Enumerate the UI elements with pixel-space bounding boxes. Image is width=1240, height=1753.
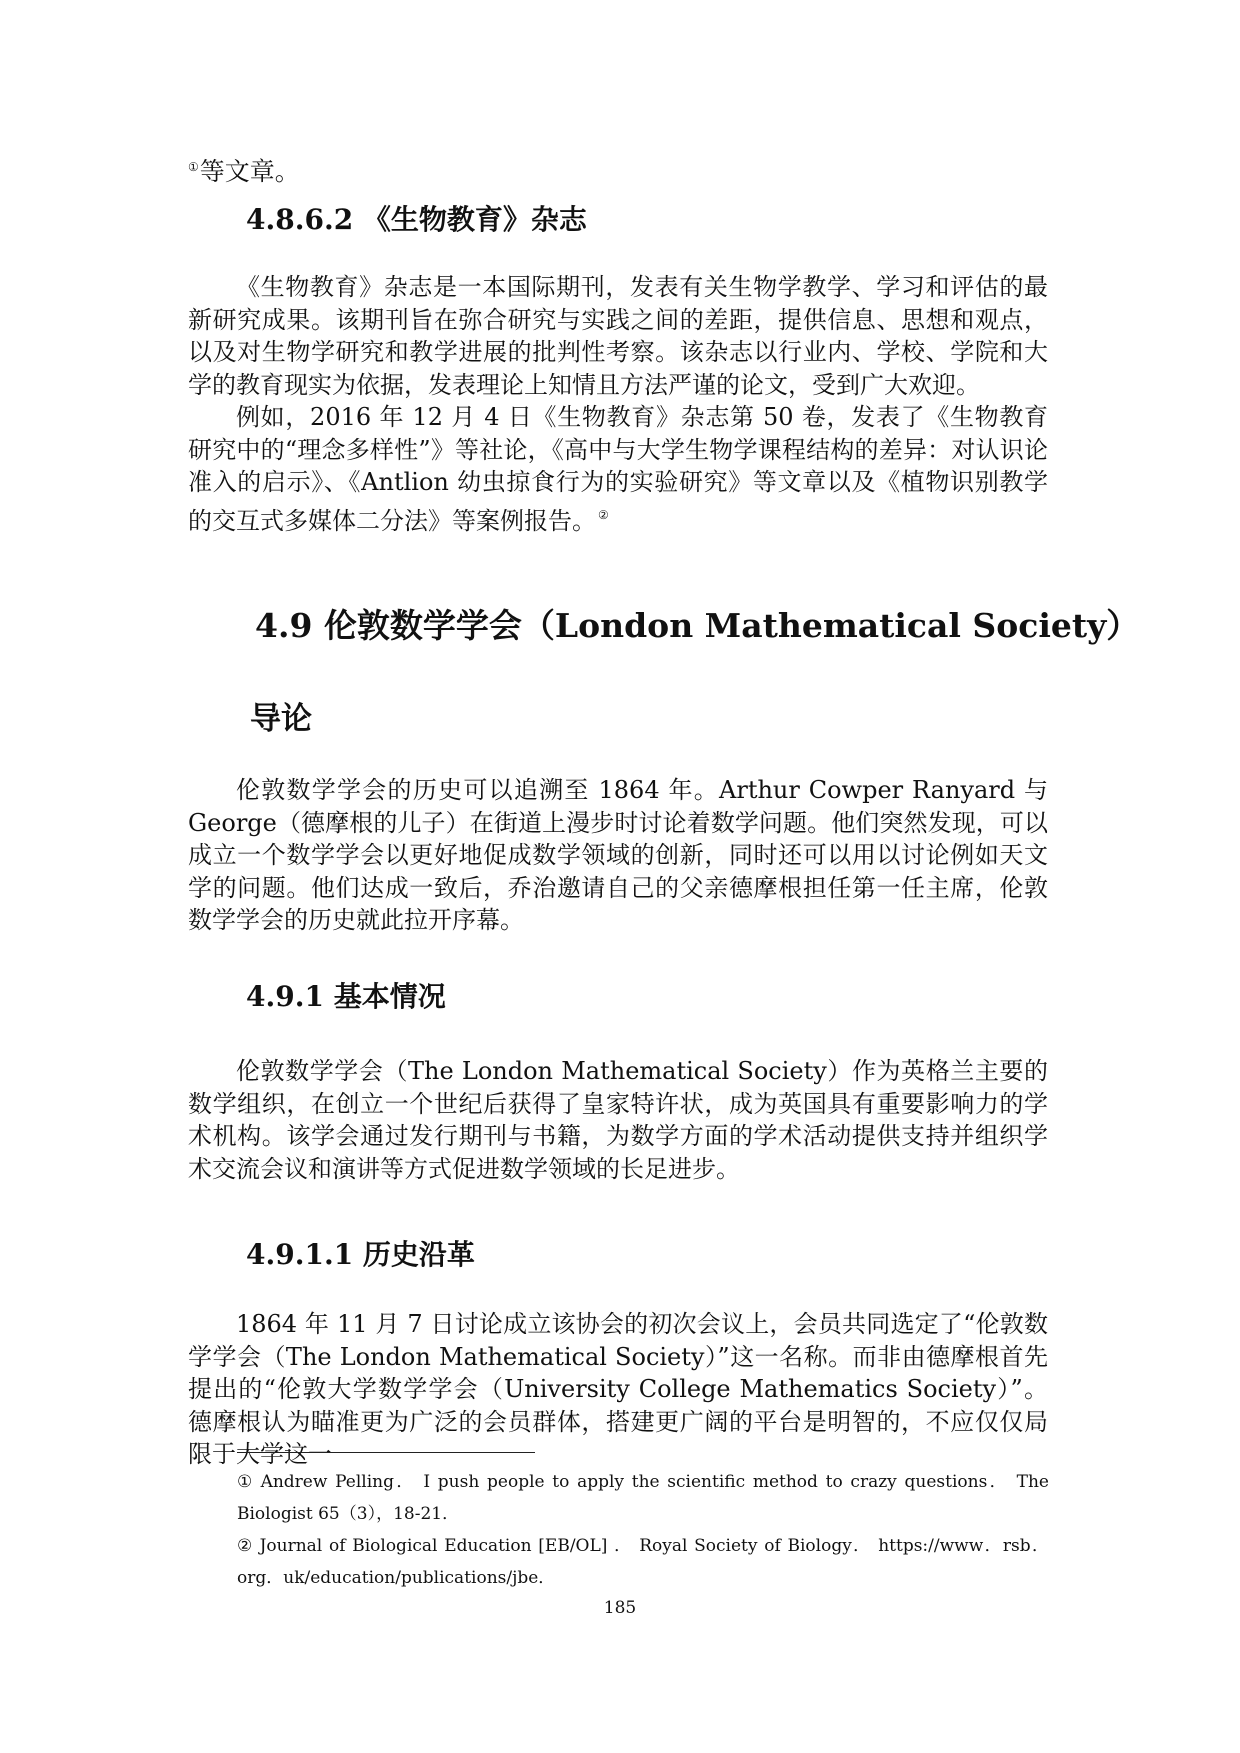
paragraph-journal-example-text: 例如，2016 年 12 月 4 日《生物教育》杂志第 50 卷，发表了《生物教育研究中的“理念多样性”》等社论，《高中与大学生物学课程结构的差异：对认识论准入的启示》、《Antlion 幼虫掠食行为的实验研究》等文章以及《植物识别教学的交互式多媒体二分法》等案例报告。 (188, 403, 1048, 535)
heading-4-8-6-2: 4.8.6.2 《生物教育》杂志 (246, 203, 587, 236)
heading-4-9-1: 4.9.1 基本情况 (246, 980, 446, 1013)
heading-4-9: 4.9 伦敦数学学会（London Mathematical Society） (255, 606, 1140, 645)
footnote-2 (237, 1530, 1049, 1594)
paragraph-introduction: 伦敦数学学会的历史可以追溯至 1864 年。Arthur Cowper Ranyard 与 George（德摩根的儿子）在街道上漫步时讨论着数学问题。他们突然发现，可以成立一个数学学会以更好地促成数学领域的创新，同时还可以用以讨论例如天文学的问题。他们达成一致后，乔治邀请自己的父亲德摩根担任第一任主席，伦敦数学学会的历史就此拉开序幕。 (188, 776, 1048, 934)
page-number: 185 (603, 1598, 637, 1618)
footnote-2-text: Journal of Biological Education [EB/OL] ． Royal Society of Biology． https://www．rsb．org．uk/education/publications/jbe． (237, 1536, 1049, 1588)
footnote-ref-2[interactable]: ② (598, 507, 609, 522)
paragraph-history: 1864 年 11 月 7 日讨论成立该协会的初次会议上，会员共同选定了“伦敦数学学会（The London Mathematical Society）”这一名称。而非由德摩根首先提出的“伦敦大学数学学会（University College Mathematics Society）”。德摩根认为瞄准更为广泛的会员群体，搭建更广阔的平台是明智的，不应仅仅局限于大学这一 (188, 1310, 1048, 1468)
paragraph-journal-example (188, 401, 1048, 537)
paragraph-journal-intro: 《生物教育》杂志是一本国际期刊，发表有关生物学教学、学习和评估的最新研究成果。该期刊旨在弥合研究与实践之间的差距，提供信息、思想和观点，以及对生物学研究和教学进展的批判性考察。该杂志以行业内、学校、学院和大学的教育现实为依据，发表理论上知情且方法严谨的论文，受到广大欢迎。 (188, 273, 1048, 399)
footnote-1 (237, 1466, 1049, 1530)
footnote-1-mark: ① (237, 1472, 255, 1492)
footnote-2-mark: ② (237, 1536, 254, 1556)
footnote-separator (237, 1452, 535, 1453)
heading-introduction: 导论 (250, 701, 312, 737)
footnote-ref-1[interactable]: ① (188, 160, 199, 174)
continued-text-fragment (188, 152, 300, 187)
paragraph-basic-info: 伦敦数学学会（The London Mathematical Society）作为英格兰主要的数学组织，在创立一个世纪后获得了皇家特许状，成为英国具有重要影响力的学术机构。该学会通过发行期刊与书籍，为数学方面的学术活动提供支持并组织学术交流会议和演讲等方式促进数学领域的长足进步。 (188, 1057, 1048, 1183)
footnote-1-text: Andrew Pelling． I push people to apply the scientific method to crazy questions． The Biologist 65（3），18-21． (237, 1472, 1049, 1524)
heading-4-9-1-1: 4.9.1.1 历史沿革 (246, 1238, 475, 1271)
fragment-text: 等文章。 (199, 157, 300, 186)
